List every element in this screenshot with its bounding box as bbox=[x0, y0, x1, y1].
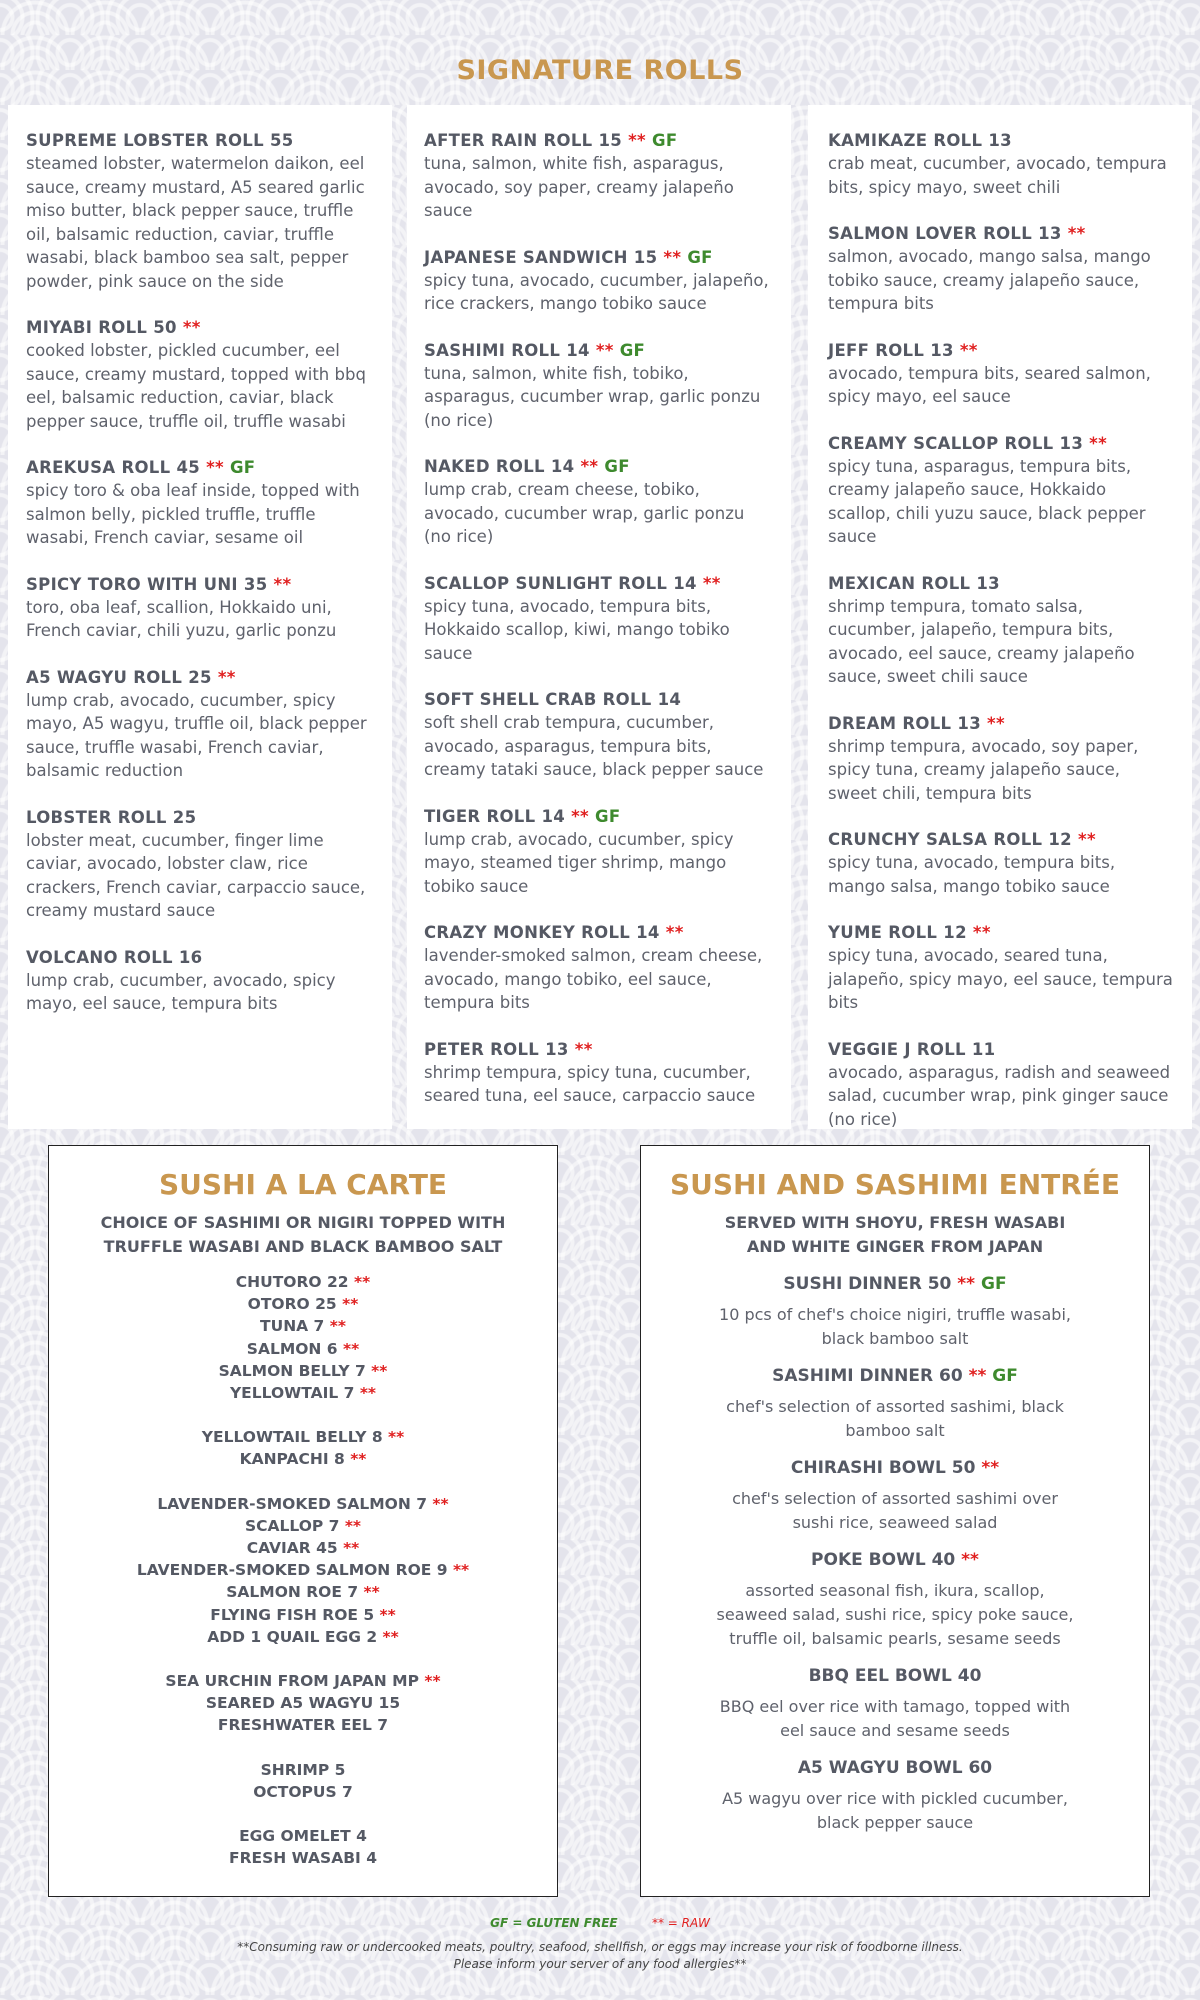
menu-item-description: spicy tuna, avocado, seared tuna, jalapeño, spicy mayo, eel sauce, tempura bits bbox=[828, 946, 1173, 1012]
menu-item-name bbox=[26, 457, 374, 479]
alacarte-item-name: ADD 1 QUAIL EGG 2 bbox=[207, 1627, 378, 1646]
alacarte-item bbox=[49, 1448, 557, 1470]
menu-item-description: avocado, tempura bits, seared salmon, spicy mayo, eel sauce bbox=[828, 363, 1151, 406]
menu-item-title: A5 WAGYU ROLL 25 bbox=[26, 667, 212, 687]
menu-item-name bbox=[26, 807, 374, 829]
menu-item bbox=[424, 689, 773, 782]
raw-marker: ** bbox=[353, 1273, 371, 1291]
alacarte-item-name: CAVIAR 45 bbox=[246, 1539, 338, 1558]
page-title: SIGNATURE ROLLS bbox=[456, 55, 744, 86]
menu-item-title: SCALLOP SUNLIGHT ROLL 14 bbox=[424, 573, 697, 593]
menu-item bbox=[26, 457, 374, 550]
entree-item-title: A5 WAGYU BOWL 60 bbox=[797, 1758, 993, 1778]
disclaimer-line-1: **Consuming raw or undercooked meats, poultry, seafood, shellfish, or eggs may increase your risk of foodborne illness. bbox=[237, 1940, 963, 1954]
alacarte-item bbox=[49, 1515, 557, 1537]
entree-list bbox=[641, 1273, 1149, 1835]
menu-item-description: spicy tuna, avocado, cucumber, jalapeño, rice crackers, mango tobiko sauce bbox=[424, 270, 769, 313]
alacarte-item bbox=[49, 1382, 557, 1404]
menu-item bbox=[424, 340, 773, 433]
group-spacer bbox=[49, 1404, 557, 1426]
alacarte-list bbox=[49, 1271, 557, 1869]
raw-marker: ** bbox=[342, 1295, 359, 1314]
raw-marker: ** bbox=[571, 806, 589, 826]
menu-item-title: SASHIMI ROLL 14 bbox=[424, 340, 590, 360]
menu-item-name bbox=[26, 317, 374, 339]
entree-item-name bbox=[641, 1457, 1149, 1479]
raw-marker: ** bbox=[981, 1458, 1000, 1478]
menu-item-description: cooked lobster, pickled cucumber, eel sauce, creamy mustard, topped with bbq eel, balsamic reduction, caviar, black pepper sauce, truffle oil, truffle wasabi bbox=[26, 341, 366, 431]
entree-item-title: SASHIMI DINNER 60 bbox=[772, 1366, 963, 1386]
menu-item bbox=[26, 574, 374, 643]
raw-marker: ** bbox=[359, 1384, 377, 1403]
alacarte-item bbox=[49, 1426, 557, 1448]
raw-marker: ** bbox=[344, 1516, 362, 1535]
alacarte-item-name: FRESHWATER EEL 7 bbox=[217, 1716, 389, 1735]
menu-item-description: steamed lobster, watermelon daikon, eel sauce, creamy mustard, A5 seared garlic miso butter, black pepper sauce, truffle oil, balsamic reduction, caviar, truffle wasabi, black bamboo sea salt, pepper powder, pink sauce on the side bbox=[26, 154, 365, 291]
group-spacer bbox=[49, 1737, 557, 1759]
menu-item-name bbox=[828, 130, 1174, 152]
menu-item-title: JAPANESE SANDWICH 15 bbox=[424, 247, 658, 267]
menu-item-title: CRAZY MONKEY ROLL 14 bbox=[424, 923, 660, 942]
menu-item-name bbox=[828, 223, 1174, 245]
menu-item bbox=[828, 713, 1174, 806]
menu-item-name bbox=[424, 689, 773, 711]
menu-item-title: DREAM ROLL 13 bbox=[828, 713, 981, 733]
menu-item-title: SUPREME LOBSTER ROLL 55 bbox=[26, 131, 294, 150]
alacarte-subtitle bbox=[49, 1211, 557, 1259]
menu-item-title: VEGGIE J ROLL 11 bbox=[828, 1039, 996, 1059]
alacarte-item-name: SALMON 6 bbox=[246, 1339, 338, 1358]
raw-marker: ** bbox=[371, 1361, 388, 1380]
menu-item-description: shrimp tempura, tomato salsa, cucumber, jalapeño, tempura bits, avocado, eel sauce, creamy jalapeño sauce, sweet chili sauce bbox=[828, 596, 1135, 686]
menu-item-name bbox=[26, 667, 374, 689]
alacarte-item bbox=[49, 1692, 557, 1714]
menu-item-description: spicy tuna, asparagus, tempura bits, creamy jalapeño sauce, Hokkaido scallop, chili yuzu sauce, black pepper sauce bbox=[828, 456, 1146, 546]
alacarte-item-name: YELLOWTAIL 7 bbox=[229, 1384, 355, 1403]
menu-item bbox=[26, 667, 374, 783]
menu-item-name bbox=[424, 456, 773, 478]
alacarte-item-name: SEARED A5 WAGYU 15 bbox=[205, 1694, 401, 1713]
menu-item-title: SPICY TORO WITH UNI 35 bbox=[26, 574, 268, 594]
alacarte-item bbox=[49, 1847, 557, 1869]
menu-item-title: SALMON LOVER ROLL 13 bbox=[828, 224, 1062, 243]
menu-item-title: NAKED ROLL 14 bbox=[424, 457, 575, 476]
menu-item bbox=[828, 340, 1174, 409]
gluten-free-marker: GF bbox=[594, 806, 621, 826]
menu-item bbox=[424, 247, 773, 316]
raw-marker: ** bbox=[343, 1539, 360, 1558]
menu-item-description: lavender-smoked salmon, cream cheese, avocado, mango tobiko, eel sauce, tempura bits bbox=[424, 946, 763, 1012]
raw-marker: ** bbox=[452, 1561, 470, 1580]
menu-item-description: spicy tuna, avocado, tempura bits, mango salsa, mango tobiko sauce bbox=[828, 853, 1116, 896]
menu-item-title: AREKUSA ROLL 45 bbox=[26, 458, 201, 477]
raw-marker: ** bbox=[972, 923, 991, 942]
group-spacer bbox=[49, 1471, 557, 1493]
raw-marker: ** bbox=[987, 713, 1005, 733]
raw-marker: ** bbox=[382, 1627, 399, 1646]
alacarte-item-name: KANPACHI 8 bbox=[239, 1450, 345, 1469]
gluten-free-marker: GF bbox=[980, 1274, 1007, 1294]
gluten-free-marker: GF bbox=[992, 1366, 1018, 1386]
menu-item bbox=[828, 1039, 1174, 1132]
entree-item-name bbox=[641, 1273, 1149, 1295]
menu-item-name bbox=[828, 340, 1174, 362]
menu-item-description: lump crab, avocado, cucumber, spicy mayo, steamed tiger shrimp, mango tobiko sauce bbox=[424, 829, 734, 896]
alacarte-item bbox=[49, 1581, 557, 1603]
menu-item-description: toro, oba leaf, scallion, Hokkaido uni, French caviar, chili yuzu, garlic ponzu bbox=[26, 597, 337, 640]
menu-item bbox=[424, 573, 773, 666]
alacarte-item-name: YELLOWTAIL BELLY 8 bbox=[201, 1428, 383, 1447]
entree-item-title: SUSHI DINNER 50 bbox=[783, 1274, 952, 1294]
menu-item bbox=[424, 456, 773, 549]
menu-item-title: KAMIKAZE ROLL 13 bbox=[828, 131, 1012, 150]
alacarte-item-name: SALMON BELLY 7 bbox=[218, 1361, 366, 1380]
alacarte-item bbox=[49, 1825, 557, 1847]
alacarte-item bbox=[49, 1670, 557, 1692]
menu-item-name bbox=[424, 1039, 773, 1061]
menu-item bbox=[424, 806, 773, 899]
menu-item-description: salmon, avocado, mango salsa, mango tobiko sauce, creamy jalapeño sauce, tempura bits bbox=[828, 247, 1151, 313]
alacarte-item bbox=[49, 1781, 557, 1803]
entree-item-title: BBQ EEL BOWL 40 bbox=[808, 1666, 982, 1686]
menu-item-description: soft shell crab tempura, cucumber, avocado, asparagus, tempura bits, creamy tataki sauce, black pepper sauce bbox=[424, 713, 764, 779]
legend-gf: GF = GLUTEN FREE bbox=[490, 1916, 618, 1930]
menu-item-description: crab meat, cucumber, avocado, tempura bits, spicy mayo, sweet chili bbox=[828, 154, 1167, 197]
entree-subtitle bbox=[641, 1211, 1149, 1259]
raw-marker: ** bbox=[206, 458, 224, 477]
legend-raw: ** = RAW bbox=[651, 1916, 710, 1930]
menu-item-name bbox=[424, 130, 773, 152]
menu-item bbox=[26, 130, 374, 293]
alacarte-item bbox=[49, 1537, 557, 1559]
raw-marker: ** bbox=[580, 457, 599, 476]
entree-item-name bbox=[641, 1757, 1149, 1779]
gluten-free-marker: GF bbox=[652, 131, 678, 150]
disclaimer bbox=[0, 1939, 1200, 1973]
menu-item-title: MIYABI ROLL 50 bbox=[26, 318, 177, 337]
menu-item-name bbox=[828, 922, 1174, 944]
menu-item-name bbox=[26, 130, 374, 152]
menu-item-name bbox=[828, 829, 1174, 851]
entree-subtitle-line-2: AND WHITE GINGER FROM JAPAN bbox=[746, 1237, 1044, 1256]
menu-item-description: tuna, salmon, white fish, tobiko, asparagus, cucumber wrap, garlic ponzu (no rice) bbox=[424, 363, 761, 430]
raw-marker: ** bbox=[665, 923, 684, 942]
entree-item-description: chef's selection of assorted sashimi, black bamboo salt bbox=[726, 1397, 1064, 1440]
alacarte-title: SUSHI A LA CARTE bbox=[158, 1168, 448, 1201]
entree-item-description: assorted seasonal fish, ikura, scallop, seaweed salad, sushi rice, spicy poke sauce, truffle oil, balsamic pearls, sesame seeds bbox=[716, 1581, 1074, 1648]
menu-item-title: PETER ROLL 13 bbox=[424, 1039, 569, 1059]
menu-item-title: CREAMY SCALLOP ROLL 13 bbox=[828, 433, 1084, 453]
group-spacer bbox=[49, 1648, 557, 1670]
menu-item-title: YUME ROLL 12 bbox=[828, 923, 967, 942]
raw-marker: ** bbox=[628, 131, 646, 150]
raw-marker: ** bbox=[968, 1366, 987, 1386]
menu-item-title: TIGER ROLL 14 bbox=[424, 806, 566, 826]
raw-marker: ** bbox=[424, 1672, 441, 1691]
raw-marker: ** bbox=[1067, 224, 1086, 243]
menu-item bbox=[424, 130, 773, 223]
menu-item-title: MEXICAN ROLL 13 bbox=[828, 573, 1000, 593]
group-spacer bbox=[49, 1803, 557, 1825]
alacarte-item-name: CHUTORO 22 bbox=[235, 1273, 349, 1291]
alacarte-subtitle-line-1: CHOICE OF SASHIMI OR NIGIRI TOPPED WITH bbox=[100, 1213, 506, 1232]
entree-item-description: 10 pcs of chef's choice nigiri, truffle wasabi, black bamboo salt bbox=[719, 1305, 1071, 1348]
menu-item-name bbox=[424, 247, 773, 269]
sushi-sashimi-entree-box bbox=[640, 1145, 1150, 1897]
menu-item bbox=[828, 130, 1174, 199]
entree-item-title: CHIRASHI BOWL 50 bbox=[790, 1458, 976, 1478]
menu-item bbox=[828, 829, 1174, 898]
menu-item-name bbox=[828, 713, 1174, 735]
raw-marker: ** bbox=[329, 1317, 346, 1336]
raw-marker: ** bbox=[363, 1583, 380, 1602]
entree-item-title: POKE BOWL 40 bbox=[811, 1550, 956, 1570]
gluten-free-marker: GF bbox=[619, 340, 646, 360]
menu-item-name bbox=[424, 340, 773, 362]
alacarte-item-name: FRESH WASABI 4 bbox=[229, 1849, 377, 1868]
raw-marker: ** bbox=[217, 667, 236, 687]
menu-item-description: lump crab, cream cheese, tobiko, avocado, cucumber wrap, garlic ponzu (no rice) bbox=[424, 480, 745, 546]
menu-item-description: spicy toro & oba leaf inside, topped with salmon belly, pickled truffle, truffle wasabi, French caviar, sesame oil bbox=[26, 481, 360, 547]
menu-item-description: lobster meat, cucumber, finger lime caviar, avocado, lobster claw, rice crackers, French caviar, carpaccio sauce, creamy mustard sauce bbox=[26, 830, 366, 920]
menu-item-name bbox=[424, 806, 773, 828]
alacarte-item-name: LAVENDER-SMOKED SALMON 7 bbox=[157, 1494, 427, 1513]
menu-item-name bbox=[26, 947, 374, 969]
alacarte-item bbox=[49, 1559, 557, 1581]
raw-marker: ** bbox=[273, 574, 292, 594]
entree-item-description: chef's selection of assorted sashimi over sushi rice, seaweed salad bbox=[732, 1489, 1058, 1532]
menu-item-name bbox=[26, 574, 374, 596]
entree-item-name bbox=[641, 1549, 1149, 1571]
alacarte-item bbox=[49, 1360, 557, 1382]
menu-item bbox=[26, 807, 374, 923]
alacarte-item bbox=[49, 1493, 557, 1515]
menu-item-description: shrimp tempura, spicy tuna, cucumber, seared tuna, eel sauce, carpaccio sauce bbox=[424, 1062, 756, 1105]
disclaimer-line-2: Please inform your server of any food allergies** bbox=[453, 1957, 747, 1971]
rolls-column-2 bbox=[407, 105, 791, 1129]
rolls-column-3 bbox=[808, 105, 1192, 1129]
menu-item-name bbox=[828, 433, 1174, 455]
menu-item-title: SOFT SHELL CRAB ROLL 14 bbox=[424, 690, 682, 709]
menu-item-title: AFTER RAIN ROLL 15 bbox=[424, 131, 623, 150]
menu-item-title: LOBSTER ROLL 25 bbox=[26, 807, 197, 827]
menu-item-description: lump crab, avocado, cucumber, spicy mayo, A5 wagyu, truffle oil, black pepper sauce, truffle wasabi, French caviar, balsamic reduction bbox=[26, 690, 367, 780]
raw-marker: ** bbox=[350, 1450, 367, 1469]
raw-marker: ** bbox=[957, 1274, 976, 1294]
menu-item-title: CRUNCHY SALSA ROLL 12 bbox=[828, 830, 1072, 849]
alacarte-item-name: TUNA 7 bbox=[260, 1317, 325, 1336]
gluten-free-marker: GF bbox=[604, 457, 630, 476]
menu-item-description: avocado, asparagus, radish and seaweed salad, cucumber wrap, pink ginger sauce (no rice) bbox=[828, 1062, 1171, 1129]
entree-item-description: BBQ eel over rice with tamago, topped with eel sauce and sesame seeds bbox=[719, 1697, 1071, 1740]
alacarte-item-name: SEA URCHIN FROM JAPAN MP bbox=[165, 1672, 419, 1691]
alacarte-item bbox=[49, 1338, 557, 1360]
alacarte-item bbox=[49, 1293, 557, 1315]
menu-item-description: spicy tuna, avocado, tempura bits, Hokkaido scallop, kiwi, mango tobiko sauce bbox=[424, 596, 730, 663]
raw-marker: ** bbox=[574, 1039, 593, 1059]
entree-title: SUSHI AND SASHIMI ENTRÉE bbox=[669, 1168, 1121, 1201]
menu-item-description: tuna, salmon, white fish, asparagus, avocado, soy paper, creamy jalapeño sauce bbox=[424, 154, 734, 220]
alacarte-item bbox=[49, 1315, 557, 1337]
alacarte-item-name: FLYING FISH ROE 5 bbox=[210, 1605, 375, 1624]
alacarte-item bbox=[49, 1759, 557, 1781]
alacarte-item bbox=[49, 1271, 557, 1293]
alacarte-item-name: OCTOPUS 7 bbox=[253, 1782, 353, 1801]
raw-marker: ** bbox=[663, 247, 682, 267]
alacarte-item-name: SALMON ROE 7 bbox=[226, 1583, 359, 1602]
raw-marker: ** bbox=[1078, 830, 1096, 849]
alacarte-item-name: SCALLOP 7 bbox=[244, 1516, 340, 1535]
sushi-a-la-carte-box bbox=[48, 1145, 558, 1897]
raw-marker: ** bbox=[342, 1339, 360, 1358]
alacarte-item bbox=[49, 1714, 557, 1736]
raw-marker: ** bbox=[182, 318, 201, 337]
entree-item-name bbox=[641, 1665, 1149, 1687]
alacarte-item-name: LAVENDER-SMOKED SALMON ROE 9 bbox=[136, 1561, 448, 1580]
menu-item bbox=[26, 317, 374, 433]
alacarte-item-name: SHRIMP 5 bbox=[260, 1760, 346, 1779]
menu-item-title: VOLCANO ROLL 16 bbox=[26, 947, 203, 967]
raw-marker: ** bbox=[388, 1428, 405, 1447]
alacarte-item bbox=[49, 1626, 557, 1648]
raw-marker: ** bbox=[959, 340, 978, 360]
legend bbox=[0, 1916, 1200, 1930]
menu-item bbox=[828, 573, 1174, 689]
menu-item bbox=[26, 947, 374, 1016]
raw-marker: ** bbox=[595, 340, 614, 360]
menu-item bbox=[828, 223, 1174, 316]
menu-item bbox=[424, 922, 773, 1015]
menu-item-name bbox=[828, 573, 1174, 595]
menu-item bbox=[828, 433, 1174, 549]
alacarte-item-name: OTORO 25 bbox=[247, 1295, 337, 1314]
raw-marker: ** bbox=[432, 1494, 449, 1513]
gluten-free-marker: GF bbox=[229, 458, 256, 477]
gluten-free-marker: GF bbox=[687, 247, 713, 267]
menu-item bbox=[828, 922, 1174, 1015]
entree-item-description: A5 wagyu over rice with pickled cucumber, black pepper sauce bbox=[722, 1789, 1068, 1832]
menu-item-name bbox=[424, 922, 773, 944]
rolls-column-1 bbox=[8, 105, 392, 1129]
raw-marker: ** bbox=[961, 1550, 979, 1570]
alacarte-item bbox=[49, 1604, 557, 1626]
raw-marker: ** bbox=[702, 573, 721, 593]
raw-marker: ** bbox=[379, 1605, 396, 1624]
menu-item-description: shrimp tempura, avocado, soy paper, spicy tuna, creamy jalapeño sauce, sweet chili, tempura bits bbox=[828, 736, 1139, 803]
entree-subtitle-line-1: SERVED WITH SHOYU, FRESH WASABI bbox=[724, 1213, 1066, 1232]
alacarte-subtitle-line-2: TRUFFLE WASABI AND BLACK BAMBOO SALT bbox=[103, 1237, 503, 1256]
alacarte-item-name: EGG OMELET 4 bbox=[239, 1827, 367, 1846]
menu-item-description: lump crab, cucumber, avocado, spicy mayo, eel sauce, tempura bits bbox=[26, 970, 336, 1013]
menu-item-title: JEFF ROLL 13 bbox=[828, 340, 954, 360]
menu-item bbox=[424, 1039, 773, 1108]
raw-marker: ** bbox=[1089, 433, 1108, 453]
menu-item-name bbox=[424, 573, 773, 595]
menu-item-name bbox=[828, 1039, 1174, 1061]
entree-item-name bbox=[641, 1365, 1149, 1387]
